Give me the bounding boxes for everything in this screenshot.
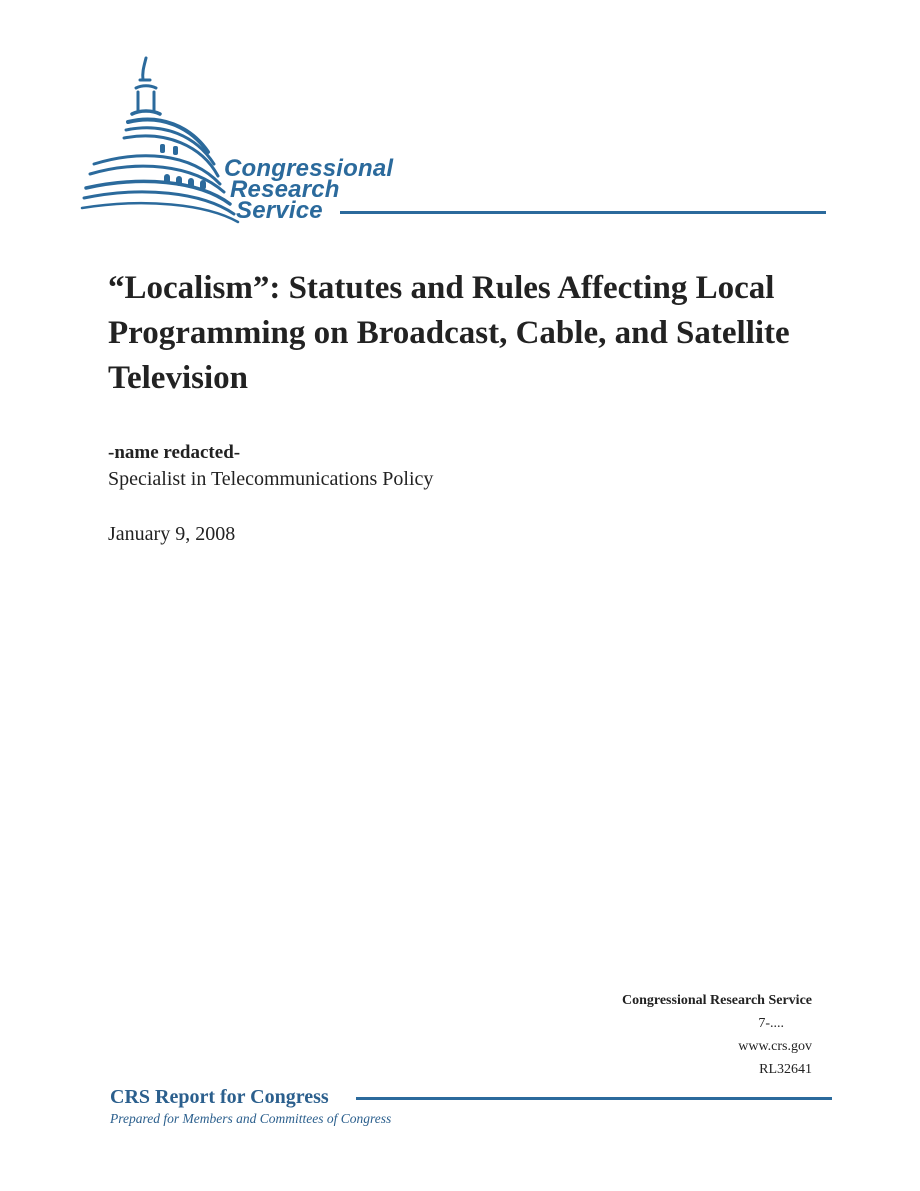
header-rule [340,211,826,214]
document-title: “Localism”: Statutes and Rules Affecting Local Programming on Broadcast, Cable, and Satellite Television [108,270,790,396]
logo-text-congressional: Congressional [224,155,394,182]
footer-subtitle: Prepared for Members and Committees of Congress [110,1111,392,1126]
publisher-code: 7-.... [758,1016,784,1031]
author-role: Specialist in Telecommunications Policy [108,468,434,490]
logo-text-research: Research [230,176,340,203]
publisher-website: www.crs.gov [738,1039,812,1054]
document-date: January 9, 2008 [108,523,236,545]
footer-title: CRS Report for Congress [110,1086,329,1108]
footer-rule [356,1097,832,1100]
publisher-block [622,989,812,1081]
author-name: -name redacted- [108,442,241,463]
publisher-name: Congressional Research Service [621,993,812,1008]
report-number: RL32641 [759,1062,812,1077]
logo-text-service: Service [236,197,323,224]
